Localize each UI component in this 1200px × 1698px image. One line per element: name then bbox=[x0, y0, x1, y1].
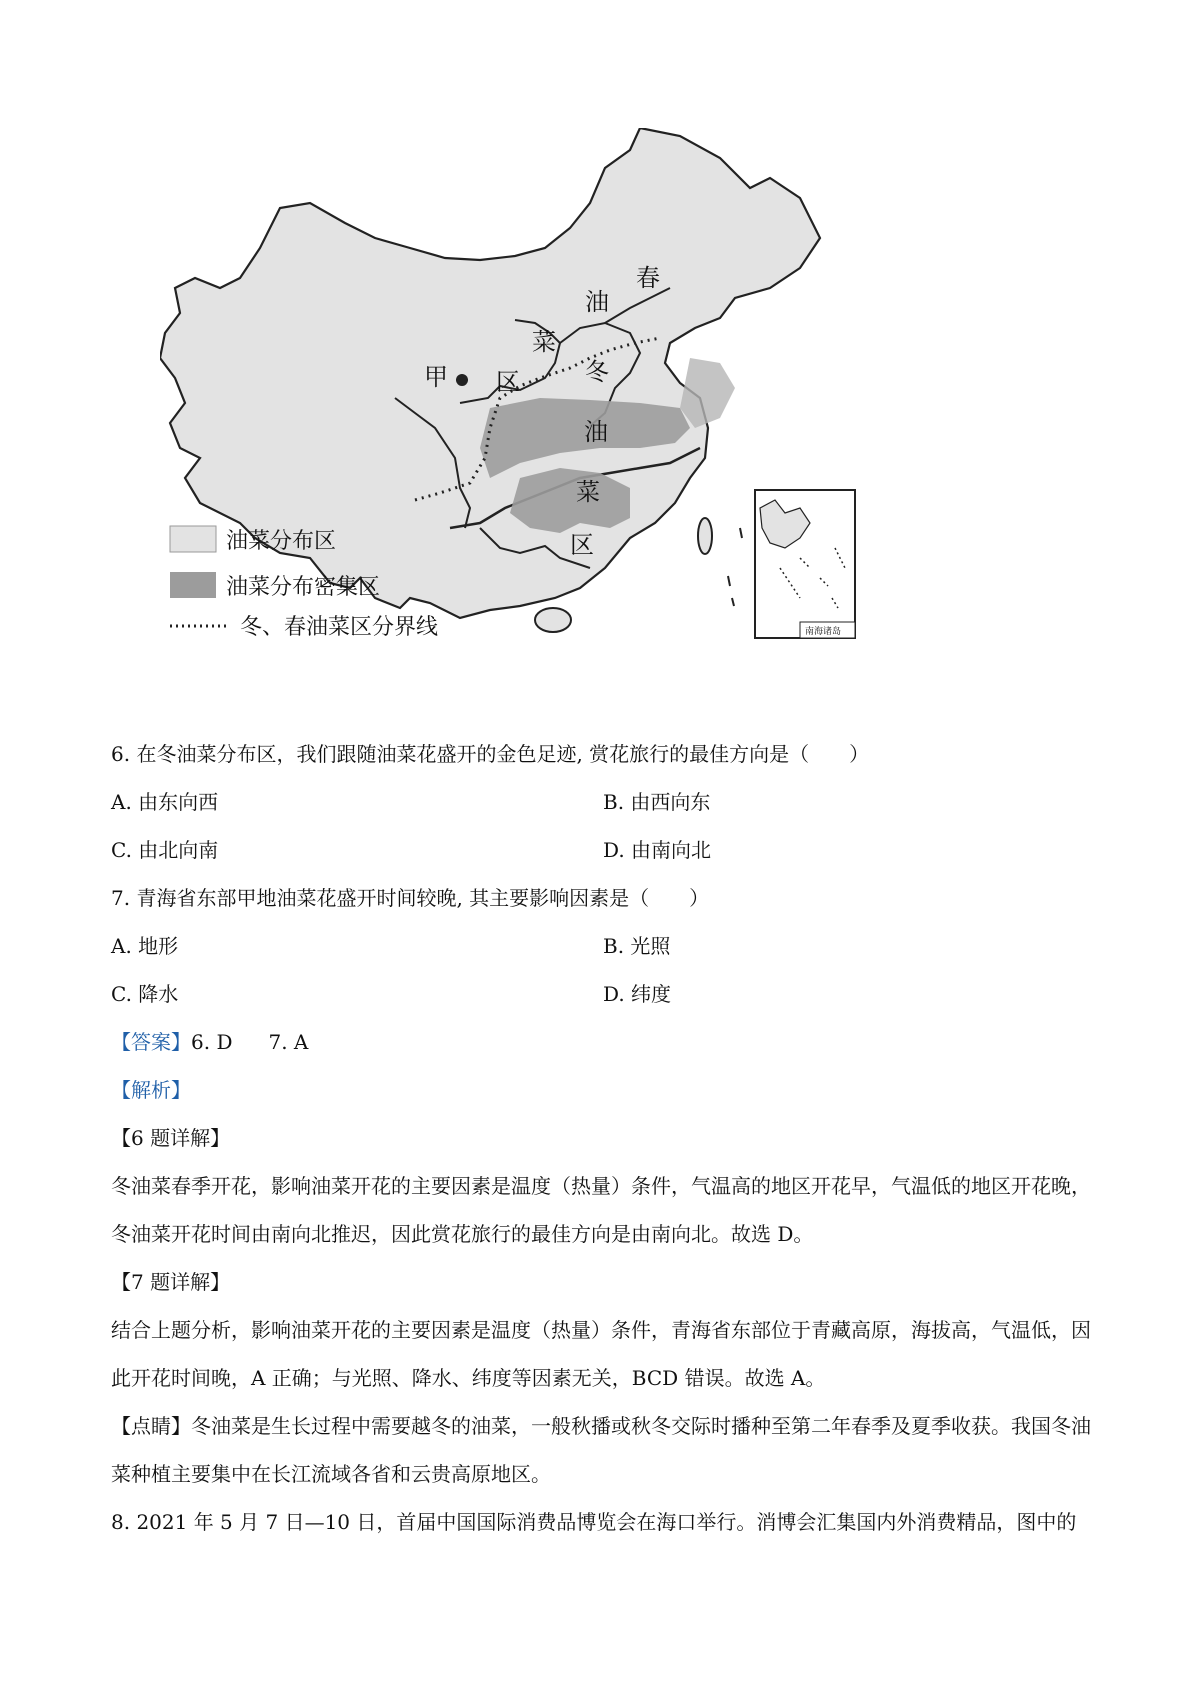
q7-stem: 7. 青海省东部甲地油菜花盛开时间较晚, 其主要影响因素是（ ） bbox=[111, 886, 710, 910]
label-qu2: 区 bbox=[570, 531, 594, 559]
detail6-body: 冬油菜春季开花，影响油菜开花的主要因素是温度（热量）条件，气温高的地区开花早，气温低的地区开花晚，冬油菜开花时间由南向北推迟，因此赏花旅行的最佳方向是由南向北。故选 D。 bbox=[111, 1174, 1091, 1246]
taiwan-island bbox=[698, 518, 712, 554]
comment-body: 冬油菜是生长过程中需要越冬的油菜，一般秋播或秋冬交际时播种至第二年春季及夏季收获。我国冬油菜种植主要集中在长江流域各省和云贵高原地区。 bbox=[111, 1414, 1091, 1486]
label-qu1: 区 bbox=[496, 368, 520, 396]
label-jia: 甲 bbox=[424, 363, 448, 391]
label-cai1: 菜 bbox=[532, 328, 556, 356]
comment-tag: 【点睛】 bbox=[111, 1414, 191, 1438]
answer-line bbox=[111, 1030, 308, 1054]
q8-stem: 8. 2021 年 5 月 7 日—10 日，首届中国国际消费品博览会在海口举行。消博会汇集国内外消费精品，图中的 bbox=[111, 1510, 1077, 1534]
q7-option-a: A. 地形 bbox=[111, 934, 179, 958]
label-you2: 油 bbox=[584, 418, 608, 446]
q7-option-c: C. 降水 bbox=[111, 982, 179, 1006]
answer-tag: 【答案】 bbox=[111, 1030, 191, 1054]
q6-option-c: C. 由北向南 bbox=[111, 838, 219, 862]
answer-6: 6. D bbox=[191, 1030, 233, 1054]
q6-option-d: D. 由南向北 bbox=[603, 838, 712, 862]
hainan-island bbox=[535, 608, 571, 632]
legend-dense: 油菜分布密集区 bbox=[226, 575, 381, 600]
label-chun: 春 bbox=[636, 264, 660, 292]
rapeseed-distribution-map bbox=[160, 128, 950, 708]
dense-area-east bbox=[680, 358, 735, 428]
legend-swatch-dense bbox=[170, 572, 216, 598]
legend-distribution: 油菜分布区 bbox=[226, 529, 337, 554]
detail6-title: 【6 题详解】 bbox=[111, 1126, 231, 1150]
q6-option-a: A. 由东向西 bbox=[111, 790, 219, 814]
legend-boundary: 冬、春油菜区分界线 bbox=[240, 615, 439, 640]
comment-block bbox=[111, 1402, 1101, 1498]
q6-option-b: B. 由西向东 bbox=[603, 790, 711, 814]
q7-option-b: B. 光照 bbox=[603, 934, 671, 958]
detail7-title: 【7 题详解】 bbox=[111, 1270, 231, 1294]
q6-stem: 6. 在冬油菜分布区，我们跟随油菜花盛开的金色足迹, 赏花旅行的最佳方向是（ ） bbox=[111, 742, 870, 766]
point-jia bbox=[456, 374, 468, 386]
inset-label: 南海诸岛 bbox=[805, 627, 842, 637]
label-you1: 油 bbox=[585, 288, 609, 316]
analysis-tag: 【解析】 bbox=[111, 1078, 191, 1102]
label-cai2: 菜 bbox=[576, 478, 600, 506]
map-svg bbox=[160, 128, 950, 708]
coast-marks bbox=[728, 528, 742, 606]
detail7-body: 结合上题分析，影响油菜开花的主要因素是温度（热量）条件，青海省东部位于青藏高原，海拔高，气温低，因此开花时间晚，A 正确；与光照、降水、纬度等因素无关，BCD 错误。故选 A。 bbox=[111, 1318, 1091, 1390]
q7-option-d: D. 纬度 bbox=[603, 982, 672, 1006]
legend-swatch-distribution bbox=[170, 526, 216, 552]
label-dong: 冬 bbox=[585, 358, 609, 386]
answer-7: 7. A bbox=[268, 1030, 309, 1054]
